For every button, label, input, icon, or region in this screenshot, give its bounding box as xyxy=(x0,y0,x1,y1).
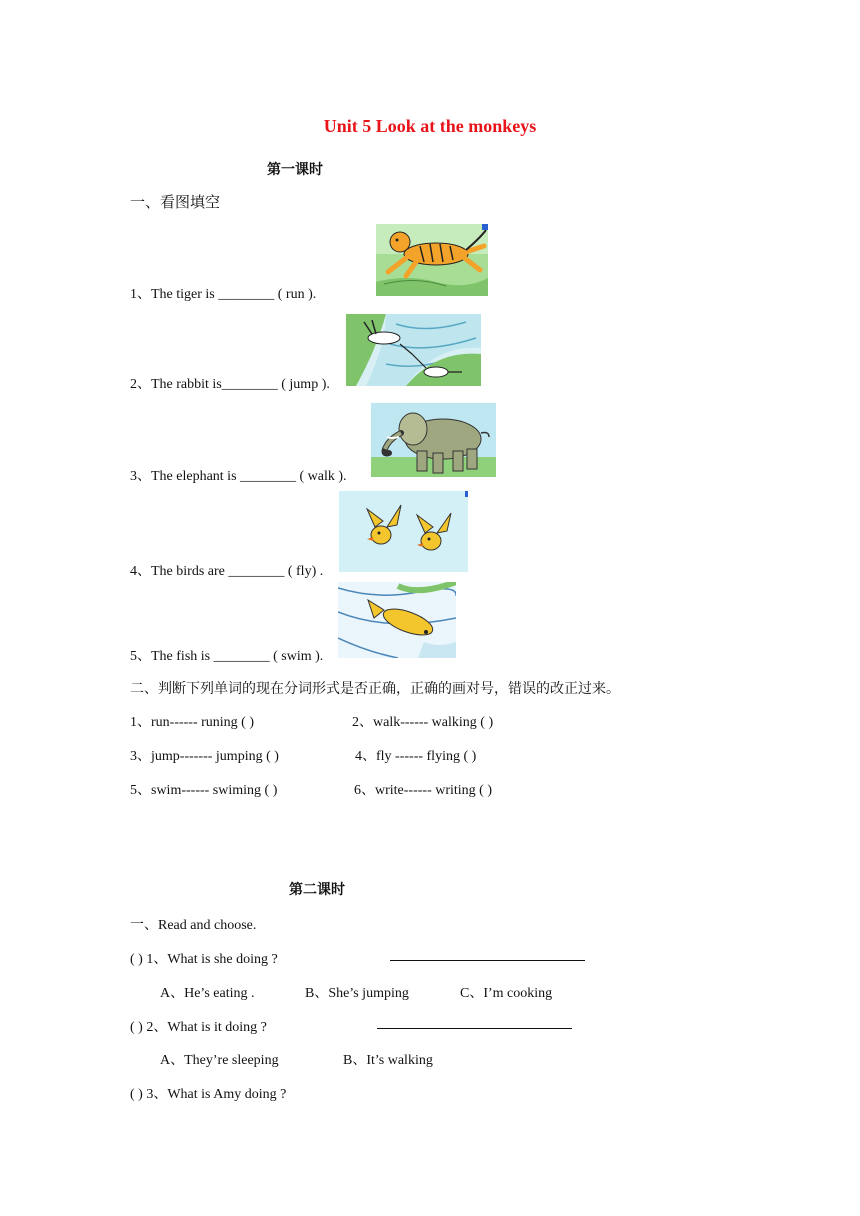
fish-image xyxy=(338,582,456,658)
q2-option-a: A、They’re sleeping xyxy=(160,1053,279,1068)
question-2: ( ) 2、What is it doing ? xyxy=(130,1020,267,1035)
elephant-image xyxy=(371,403,496,477)
page-title: Unit 5 Look at the monkeys xyxy=(323,116,537,136)
q1-option-b: B、She’s jumping xyxy=(305,986,409,1001)
rabbit-image xyxy=(346,314,481,386)
question-1: ( ) 1、What is she doing ? xyxy=(130,952,278,967)
q1-option-c: C、I’m cooking xyxy=(460,986,553,1001)
answer-line-2 xyxy=(377,1028,572,1029)
judge-item-5: 5、swim------ swiming ( ) xyxy=(130,783,278,798)
judge-item-6: 6、write------ writing ( ) xyxy=(354,783,493,798)
fill-item-1: 1、The tiger is ________ ( run ). xyxy=(130,287,317,302)
tiger-image xyxy=(376,224,488,296)
lesson2-heading: 第二课时 xyxy=(289,883,345,898)
judge-item-2: 2、walk------ walking ( ) xyxy=(352,715,494,730)
judge-item-3: 3、jump------- jumping ( ) xyxy=(130,749,279,764)
judge-item-1: 1、run------ runing ( ) xyxy=(130,715,255,730)
section2-heading: 二、判断下列单词的现在分词形式是否正确，正确的画对号，错误的改正过来。 xyxy=(130,682,620,697)
birds-image xyxy=(339,491,468,572)
q1-option-a: A、He’s eating . xyxy=(160,986,255,1001)
read-choose-heading: 一、Read and choose. xyxy=(130,918,257,933)
fill-item-4: 4、The birds are ________ ( fly) . xyxy=(130,564,324,579)
judge-item-4: 4、fly ------ flying ( ) xyxy=(355,749,477,764)
question-3: ( ) 3、What is Amy doing ? xyxy=(130,1087,287,1102)
fill-item-5: 5、The fish is ________ ( swim ). xyxy=(130,649,324,664)
q2-option-b: B、It’s walking xyxy=(343,1053,433,1068)
fill-item-3: 3、The elephant is ________ ( walk ). xyxy=(130,469,347,484)
answer-line-1 xyxy=(390,960,585,961)
fill-item-2: 2、The rabbit is________ ( jump ). xyxy=(130,377,330,392)
lesson1-heading: 第一课时 xyxy=(267,163,323,178)
section1-heading: 一、看图填空 xyxy=(130,195,221,211)
